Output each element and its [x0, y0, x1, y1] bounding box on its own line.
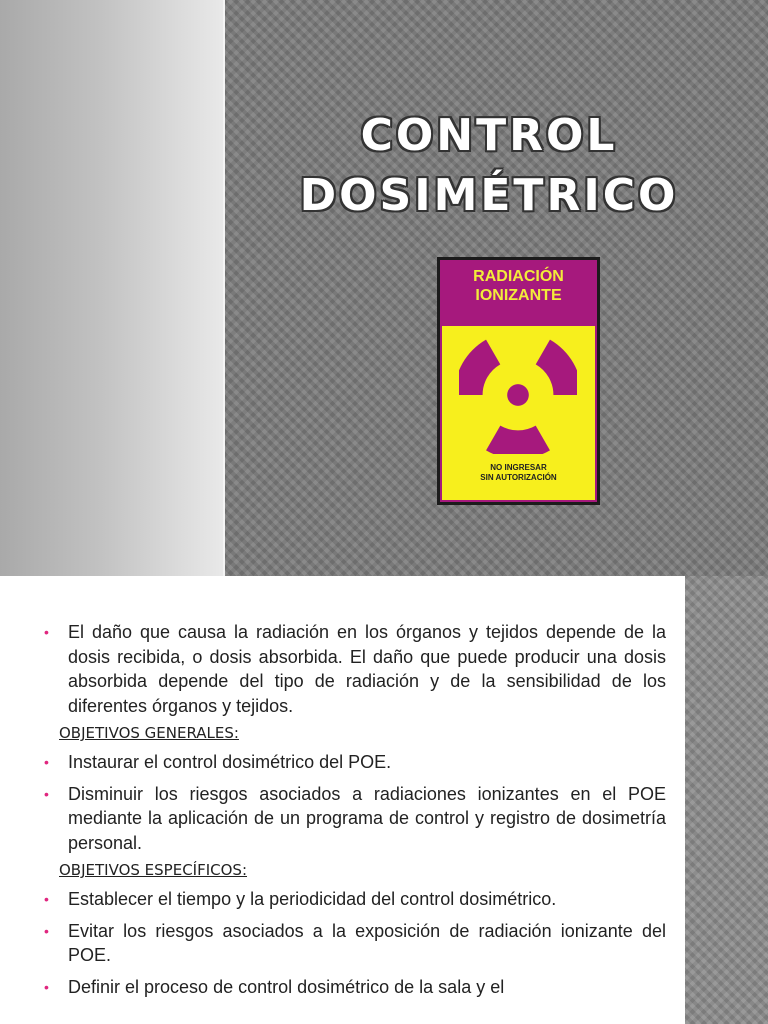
general-objectives-heading: OBJETIVOS GENERALES:: [59, 724, 239, 742]
specific-objective-item: [44, 887, 666, 912]
general-objective-item: [44, 782, 666, 856]
content-slide: [0, 576, 768, 1024]
sign-header: [440, 260, 597, 324]
bullet-icon: •: [44, 754, 49, 770]
specific-objectives-heading: OBJETIVOS ESPECÍFICOS:: [59, 861, 248, 879]
slide-left-panel: [0, 0, 224, 576]
sign-footer-line-1: NO INGRESAR: [490, 463, 547, 472]
specific-objective-text: Evitar los riesgos asociados a la exposición de radiación ionizante del POE.: [68, 920, 666, 965]
slide-content: [44, 620, 666, 1006]
specific-objective-text: Establecer el tiempo y la periodicidad del control dosimétrico.: [68, 889, 557, 909]
radiation-trefoil-icon: [459, 336, 577, 454]
bullet-icon: •: [44, 624, 49, 640]
specific-objective-item: [44, 919, 666, 968]
bullet-icon: •: [44, 978, 49, 995]
title-line-1: CONTROL: [360, 110, 618, 161]
radiation-warning-sign: [437, 257, 600, 505]
general-objective-text: Disminuir los riesgos asociados a radiaciones ionizantes en el POE mediante la aplicación de un programa de control y registro de dosimetría personal.: [68, 783, 666, 853]
sign-footer: [442, 463, 595, 483]
slide-side-panel: [685, 576, 768, 1024]
bullet-icon: •: [44, 891, 49, 907]
sign-body: [440, 324, 597, 502]
slide-title: [258, 106, 720, 226]
sign-header-line-2: IONIZANTE: [475, 287, 562, 304]
sign-footer-line-2: SIN AUTORIZACIÓN: [480, 473, 557, 482]
title-line-2: DOSIMÉTRICO: [299, 170, 679, 221]
intro-item: [44, 620, 666, 718]
general-objective-text: Instaurar el control dosimétrico del POE.: [68, 752, 392, 772]
specific-objective-text: Definir el proceso de control dosimétrico de la sala y el: [68, 976, 505, 997]
intro-text: El daño que causa la radiación en los órganos y tejidos depende de la dosis recibida, o dosis absorbida. El daño que puede producir una dosis absorbida depende del tipo de radiación y de la sensibilidad de los diferentes órganos y tejidos.: [68, 622, 666, 716]
bullet-icon: •: [44, 922, 49, 939]
bullet-icon: •: [44, 785, 49, 802]
specific-objective-item: [44, 975, 666, 1000]
general-objective-item: [44, 750, 666, 775]
sign-header-line-1: RADIACIÓN: [473, 268, 564, 285]
